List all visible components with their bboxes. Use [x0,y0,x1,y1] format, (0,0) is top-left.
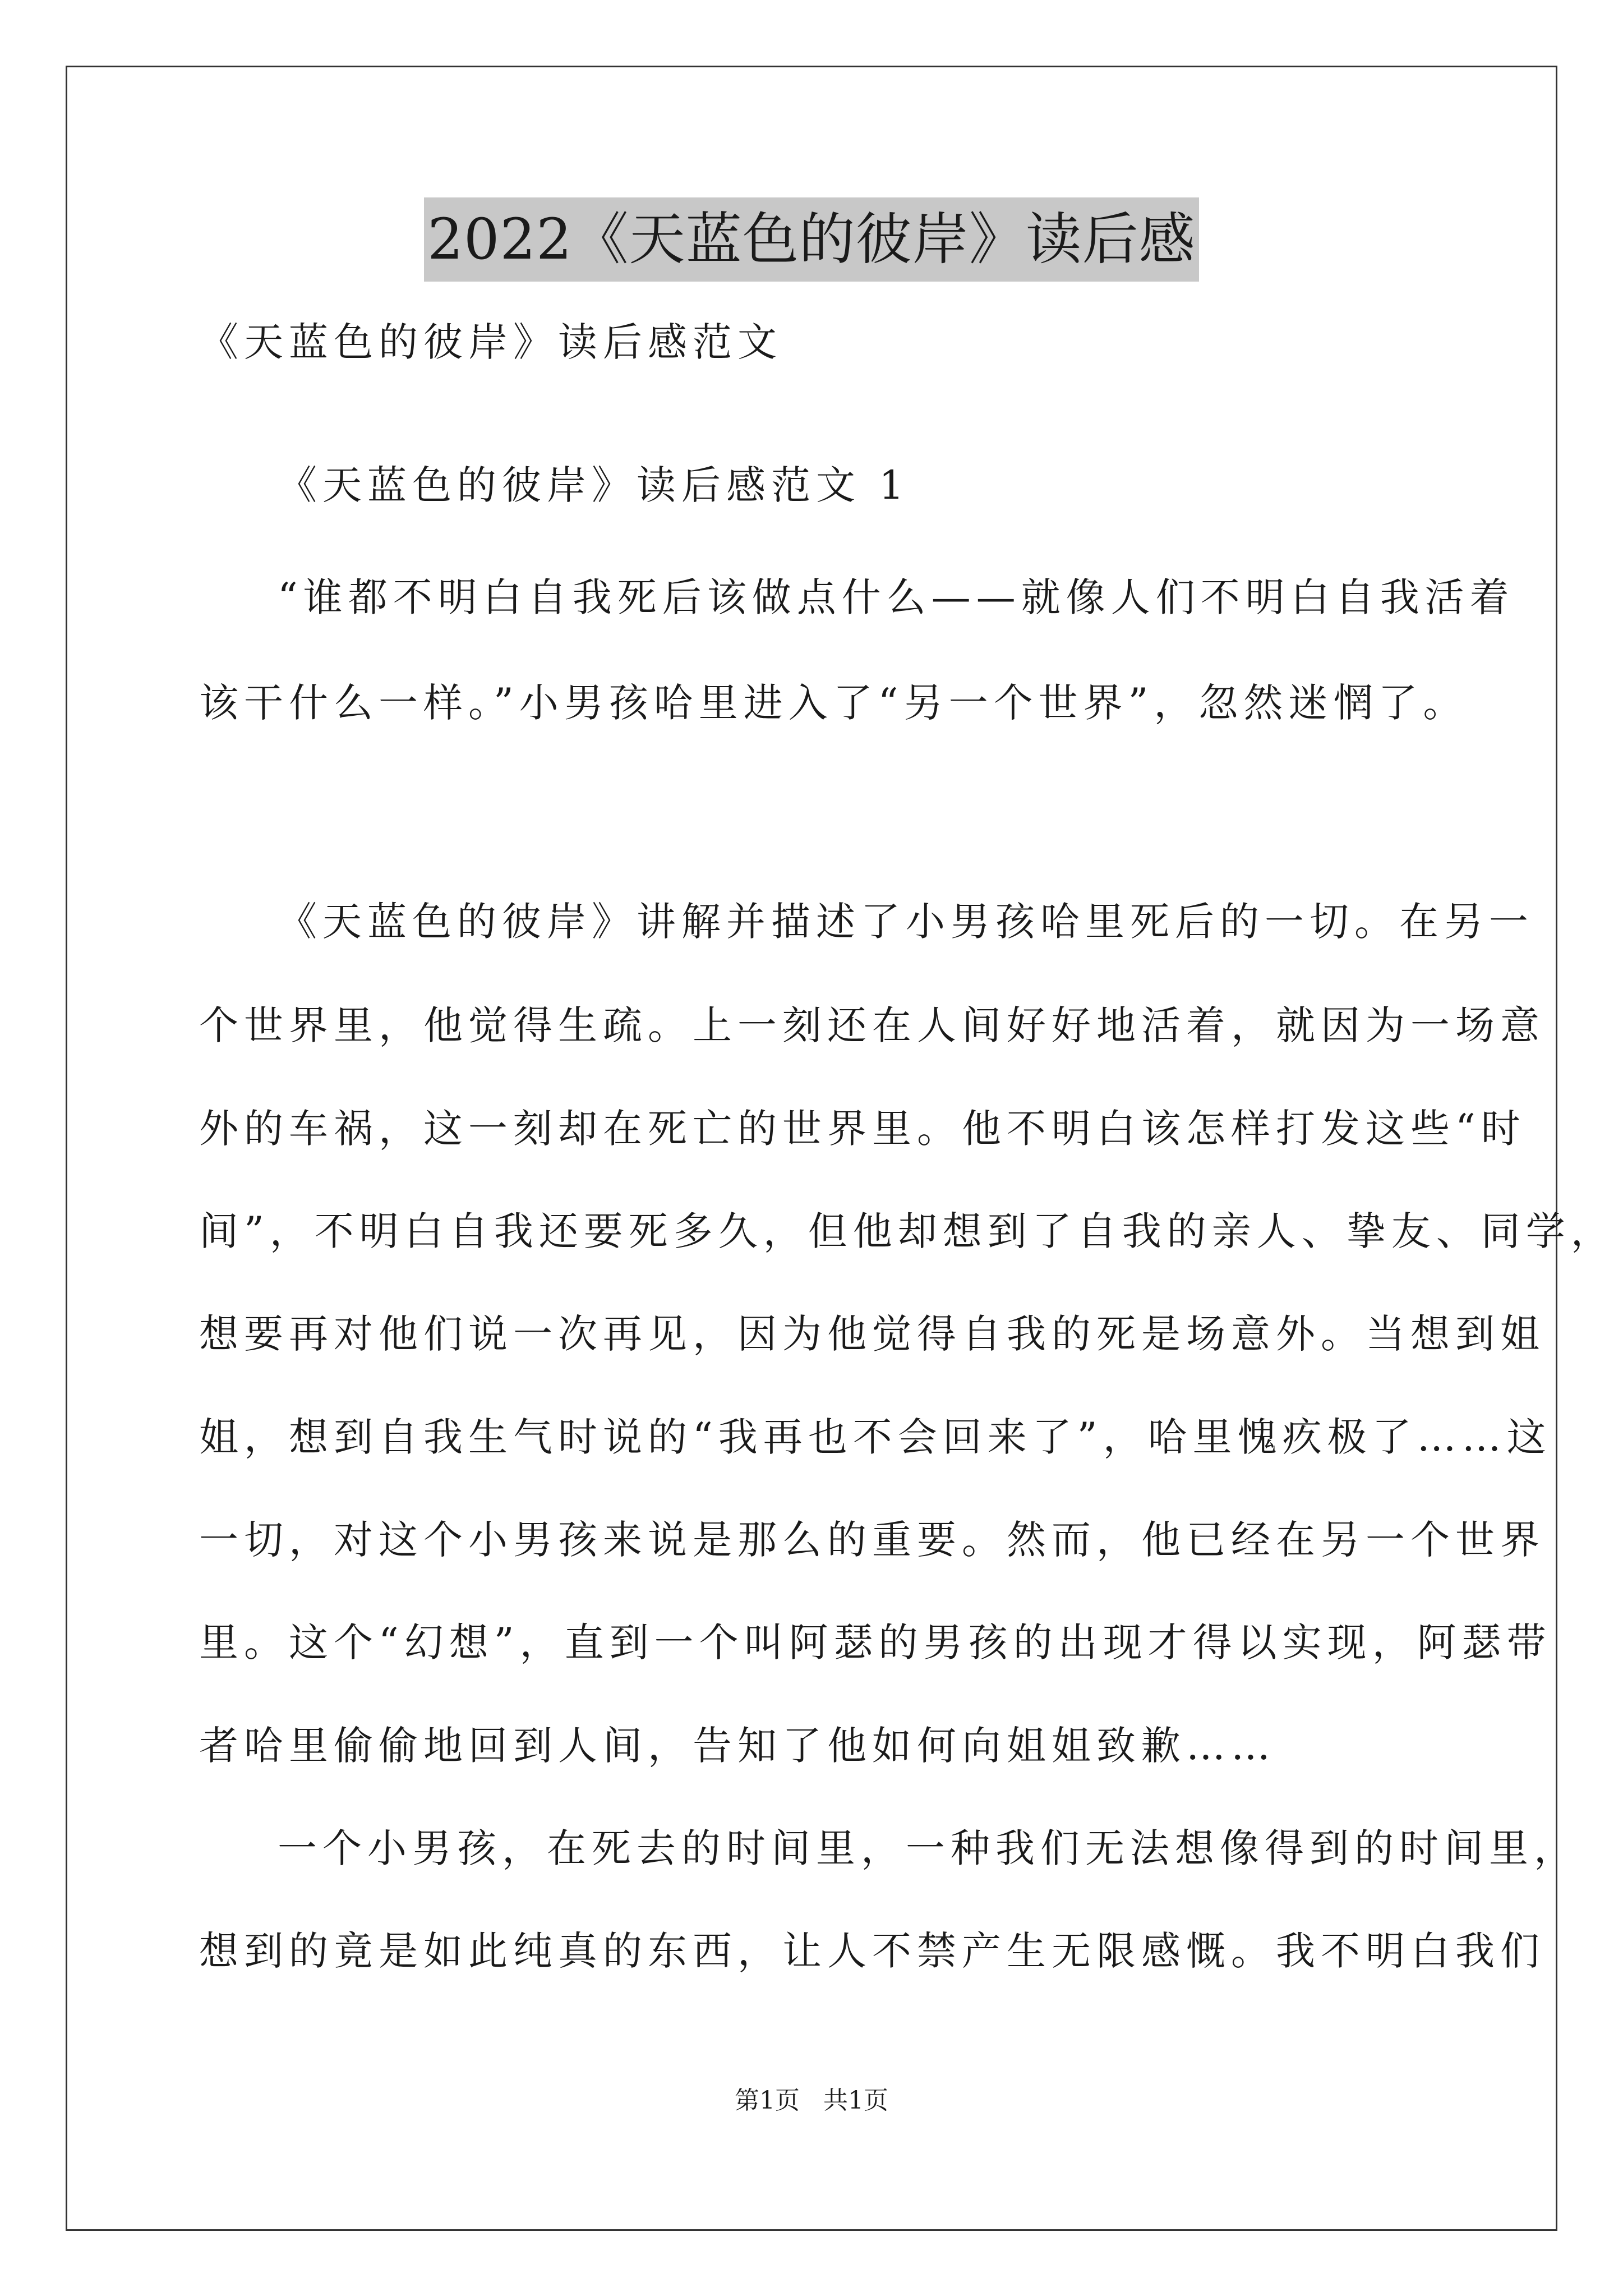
paragraph-line: 《天蓝色的彼岸》讲解并描述了小男孩哈里死后的一切。在另一 [278,899,1534,945]
title-container [0,197,1623,282]
paragraph-line: 外的车祸，这一刻却在死亡的世界里。他不明白该怎样打发这些“时 [199,1106,1526,1152]
paragraph-line: 想到的竟是如此纯真的东西，让人不禁产生无限感慨。我不明白我们 [199,1928,1545,1974]
paragraph-line: 一切，对这个小男孩来说是那么的重要。然而，他已经在另一个世界 [199,1517,1545,1563]
paragraph-line: 间”，不明白自我还要死多久，但他却想到了自我的亲人、挚友、同学， [199,1208,1616,1254]
paragraph-line: “谁都不明白自我死后该做点什么——就像人们不明白自我活着 [278,574,1515,620]
document-subtitle: 《天蓝色的彼岸》读后感范文 [199,319,782,365]
section-heading: 《天蓝色的彼岸》读后感范文 1 [278,462,910,508]
paragraph-line: 姐，想到自我生气时说的“我再也不会回来了”，哈里愧疚极了……这 [199,1414,1552,1460]
paragraph-line: 该干什么一样。”小男孩哈里进入了“另一个世界”，忽然迷惘了。 [199,680,1468,726]
paragraph-line: 个世界里，他觉得生疏。上一刻还在人间好好地活着，就因为一场意 [199,1002,1545,1048]
paragraph-line: 想要再对他们说一次再见，因为他觉得自我的死是场意外。当想到姐 [199,1311,1545,1357]
paragraph-line: 一个小男孩，在死去的时间里，一种我们无法想像得到的时间里， [278,1825,1579,1871]
document-title: 2022《天蓝色的彼岸》读后感 [424,197,1199,282]
page-number-footer: 第1页 共1页 [735,2086,888,2115]
paragraph-line: 里。这个“幻想”，直到一个叫阿瑟的男孩的出现才得以实现，阿瑟带 [199,1619,1552,1665]
paragraph-line: 者哈里偷偷地回到人间，告知了他如何向姐姐致歉…… [199,1723,1276,1769]
